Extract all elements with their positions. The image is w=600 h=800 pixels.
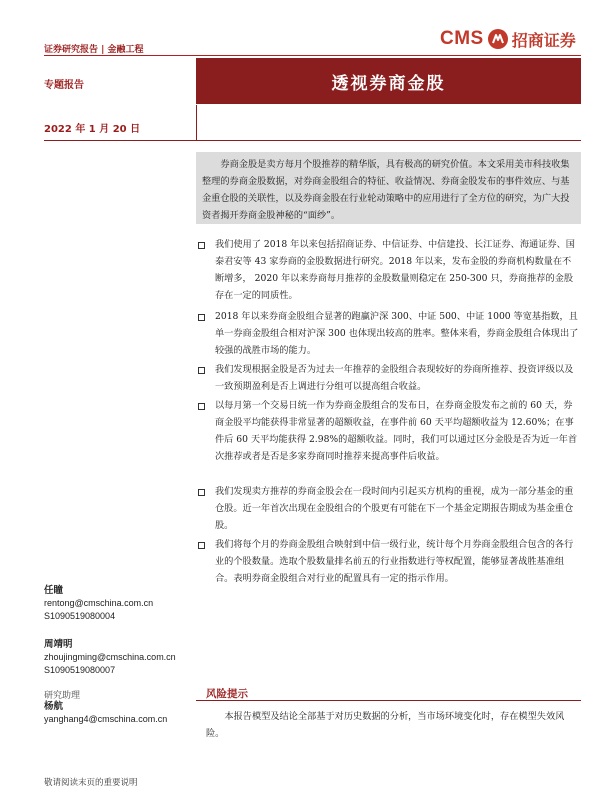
- footer-disclaimer: 敬请阅读末页的重要说明: [44, 778, 138, 788]
- logo-brand-text: 招商证券: [511, 30, 576, 50]
- author-block: [44, 584, 153, 623]
- bullet-item: [198, 536, 580, 587]
- header-divider: [44, 55, 581, 56]
- title-banner: [196, 58, 581, 104]
- bullet-item: [198, 308, 580, 359]
- report-date: 2022 年 1 月 20 日: [44, 124, 141, 135]
- vertical-divider: [196, 105, 197, 141]
- bullet-text: 我们使用了 2018 年以来包括招商证券、中信证券、中信建投、长江证券、海通证券、国泰君安等 43 家券商的金股数据进行研究。2018 年以来，发布金股的券商机构数量在不断增多， 2020 年以来券商每月推荐的金股数量则稳定在 250-300 只，券商推荐的金股存在一定的同质性。: [215, 239, 575, 301]
- bullet-text: 以每月第一个交易日统一作为券商金股组合的发布日，在券商金股发布之前的 60 天，券商金股平均能获得非常显著的超额收益，在事件前 60 天平均超额收益为 12.60%；在事件后 60 天平均能获得 2.98%的超额收益。同时，我们可以通过区分金股是否为近一年首次推荐或者是否是多家券商同时推荐来提高事件后收益。: [215, 400, 578, 462]
- summary-text: 券商金股是卖方每月个股推荐的精华版，具有极高的研究价值。本文采用美市科技收集整理的券商金股数据，对券商金股组合的特征、收益情况、券商金股发布的事件效应、与基金重仓股的关联性，以及券商金股在行业轮动策略中的应用进行了全方位的研究，为广大投资者揭开券商金股神秘的“面纱”。: [202, 159, 570, 221]
- risk-text: 本报告模型及结论全部基于对历史数据的分析，当市场环境变化时，存在模型失效风险。: [206, 711, 565, 739]
- logo-cms-text: CMS: [440, 28, 484, 49]
- company-logo: [440, 28, 582, 50]
- bullet-square-icon: [198, 542, 205, 549]
- bullet-text: 我们发现卖方推荐的券商金股会在一段时间内引起买方机构的重视，成为一部分基金的重仓股。近一年首次出现在金股组合的个股更有可能在下一个基金定期报告期成为基金重仓股。: [215, 486, 574, 531]
- author-license: S1090519080007: [44, 665, 116, 675]
- assistant-email[interactable]: yanghang4@cmschina.com.cn: [44, 714, 168, 724]
- bullet-square-icon: [198, 403, 205, 410]
- risk-divider: [196, 700, 581, 701]
- bullet-square-icon: [198, 489, 205, 496]
- document-type: 专题报告: [44, 80, 84, 91]
- page-title: 透视券商金股: [331, 73, 446, 94]
- assistant-block: [44, 700, 167, 726]
- bullet-text: 2018 年以来券商金股组合显著的跑赢沪深 300、中证 500、中证 1000 等宽基指数，且单一券商金股组合相对沪深 300 也体现出较高的胜率。整体来看，券商金股组合体现出了较强的战胜市场的能力。: [215, 311, 579, 356]
- author-license: S1090519080004: [44, 611, 116, 621]
- bullet-text: 我们将每个月的券商金股组合映射到中信一级行业，统计每个月券商金股组合包含的各行业的个股数量。选取个股数量排名前五的行业指数进行等权配置，能够显著战胜基准组合。表明券商金股组合对行业的配置具有一定的指示作用。: [215, 539, 574, 584]
- bullet-item: [198, 236, 580, 304]
- bullet-square-icon: [198, 242, 205, 249]
- bullet-text: 我们发现根据金股是否为过去一年推荐的金股组合表现较好的券商所推荐、投资评级以及一致预期盈利是否上调进行分组可以提高组合收益。: [215, 364, 574, 392]
- author-email[interactable]: zhoujingming@cmschina.com.cn: [44, 652, 176, 662]
- author-block: [44, 638, 176, 677]
- bullet-item: [198, 397, 580, 465]
- date-divider: [44, 140, 581, 141]
- bullet-item: [198, 483, 580, 534]
- summary-box: [196, 152, 581, 224]
- bullet-item: [198, 361, 580, 395]
- bullet-square-icon: [198, 314, 205, 321]
- report-category: 证券研究报告 | 金融工程: [44, 45, 144, 55]
- assistant-label: 研究助理: [44, 691, 81, 701]
- logo-emblem-icon: [487, 28, 509, 50]
- assistant-name: 杨航: [44, 701, 64, 712]
- risk-heading: 风险提示: [206, 688, 248, 700]
- author-name: 任瞳: [44, 585, 64, 596]
- bullet-square-icon: [198, 367, 205, 374]
- author-email[interactable]: rentong@cmschina.com.cn: [44, 598, 154, 608]
- author-name: 周靖明: [44, 639, 73, 650]
